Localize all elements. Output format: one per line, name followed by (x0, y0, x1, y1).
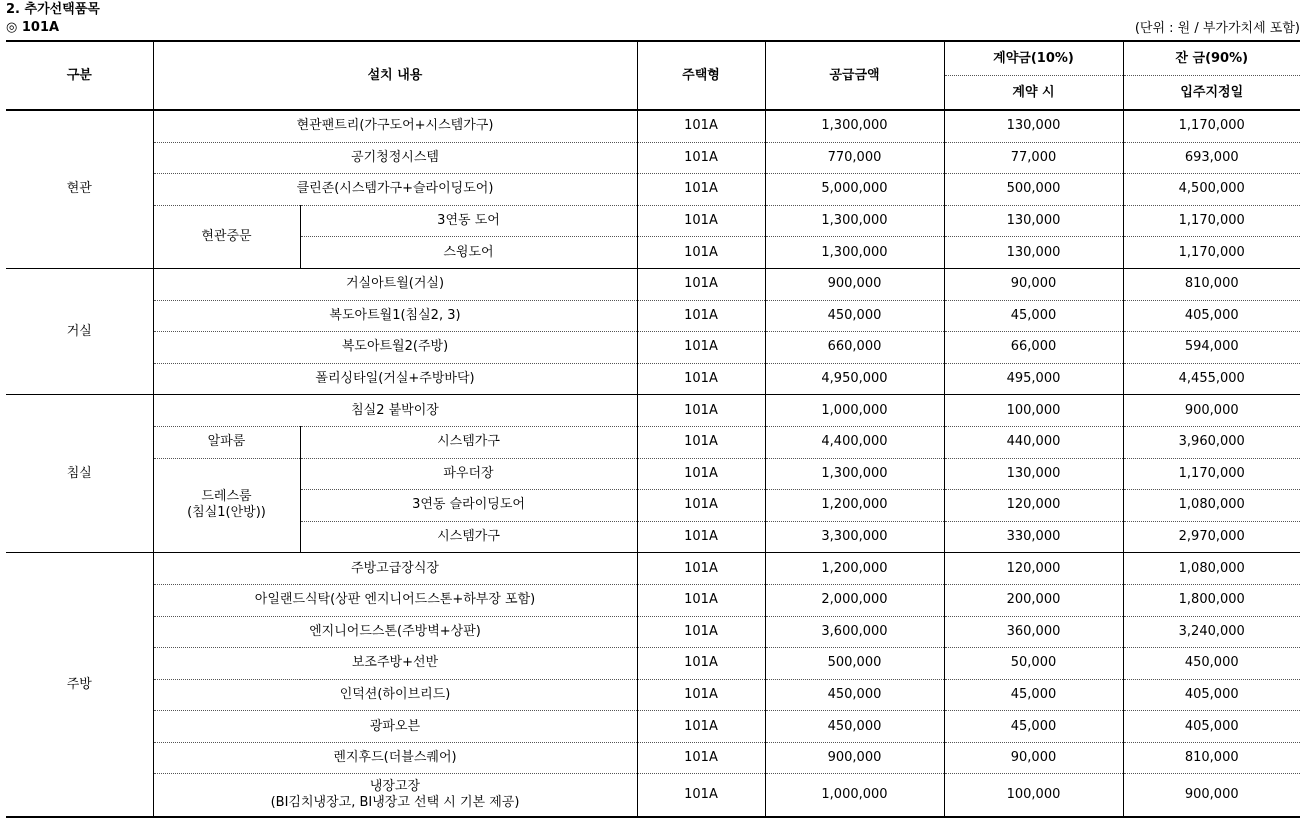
balance-cell: 3,240,000 (1123, 616, 1300, 648)
table-row (6, 711, 1300, 743)
type-cell: 101A (637, 300, 765, 332)
table-row (6, 679, 1300, 711)
type-cell: 101A (637, 553, 765, 585)
supply-cell: 500,000 (765, 648, 944, 680)
deposit-cell: 90,000 (944, 268, 1123, 300)
balance-cell: 594,000 (1123, 332, 1300, 364)
deposit-cell: 130,000 (944, 458, 1123, 490)
item-cell (153, 774, 637, 818)
section-title: 2. 추가선택품목 (6, 2, 100, 17)
deposit-cell: 100,000 (944, 395, 1123, 427)
table-row (6, 332, 1300, 364)
table-row (6, 648, 1300, 680)
deposit-cell: 120,000 (944, 553, 1123, 585)
table-row (6, 742, 1300, 774)
type-cell: 101A (637, 648, 765, 680)
table-row (6, 458, 1300, 490)
item-cell: 광파오븐 (153, 711, 637, 743)
balance-cell: 900,000 (1123, 774, 1300, 818)
item-cell: 주방고급장식장 (153, 553, 637, 585)
header-category: 구분 (6, 41, 153, 110)
type-cell: 101A (637, 332, 765, 364)
item-cell: 복도아트월1(침실2, 3) (153, 300, 637, 332)
item-cell: 침실2 붙박이장 (153, 395, 637, 427)
type-cell: 101A (637, 711, 765, 743)
balance-cell: 4,455,000 (1123, 363, 1300, 395)
type-cell: 101A (637, 458, 765, 490)
item-cell: 파우더장 (300, 458, 637, 490)
deposit-cell: 330,000 (944, 521, 1123, 553)
type-cell: 101A (637, 205, 765, 237)
header-deposit: 계약금(10%) (944, 41, 1123, 76)
table-row (6, 363, 1300, 395)
item-cell: 현관팬트리(가구도어+시스템가구) (153, 110, 637, 142)
balance-cell: 810,000 (1123, 742, 1300, 774)
type-cell: 101A (637, 679, 765, 711)
category-cell: 주방 (6, 553, 153, 818)
item-cell: 스윙도어 (300, 237, 637, 269)
supply-cell: 1,300,000 (765, 458, 944, 490)
supply-cell: 770,000 (765, 142, 944, 174)
item-cell: 엔지니어드스톤(주방벽+상판) (153, 616, 637, 648)
header-content: 설치 내용 (153, 41, 637, 110)
deposit-cell: 100,000 (944, 774, 1123, 818)
supply-cell: 5,000,000 (765, 174, 944, 206)
deposit-cell: 77,000 (944, 142, 1123, 174)
type-cell: 101A (637, 774, 765, 818)
item-cell: 보조주방+선반 (153, 648, 637, 680)
supply-cell: 4,400,000 (765, 426, 944, 458)
table-row (6, 174, 1300, 206)
type-cell: 101A (637, 490, 765, 522)
header-row (6, 41, 1300, 76)
deposit-cell: 200,000 (944, 584, 1123, 616)
item-cell: 공기청정시스템 (153, 142, 637, 174)
header-balance-sub: 입주지정일 (1123, 76, 1300, 111)
supply-cell: 900,000 (765, 268, 944, 300)
supply-cell: 1,200,000 (765, 553, 944, 585)
supply-cell: 1,200,000 (765, 490, 944, 522)
balance-cell: 405,000 (1123, 711, 1300, 743)
supply-cell: 450,000 (765, 711, 944, 743)
table-row (6, 616, 1300, 648)
type-cell: 101A (637, 616, 765, 648)
table-row (6, 110, 1300, 142)
balance-cell: 1,170,000 (1123, 205, 1300, 237)
deposit-cell: 130,000 (944, 110, 1123, 142)
item-cell: 시스템가구 (300, 426, 637, 458)
subcategory-cell: 알파룸 (153, 426, 300, 458)
type-cell: 101A (637, 584, 765, 616)
balance-cell: 2,970,000 (1123, 521, 1300, 553)
deposit-cell: 440,000 (944, 426, 1123, 458)
category-cell: 침실 (6, 395, 153, 553)
table-row (6, 142, 1300, 174)
supply-cell: 4,950,000 (765, 363, 944, 395)
item-cell: 렌지후드(더블스퀘어) (153, 742, 637, 774)
supply-cell: 1,300,000 (765, 110, 944, 142)
deposit-cell: 66,000 (944, 332, 1123, 364)
header-supply-amount: 공급금액 (765, 41, 944, 110)
supply-cell: 1,000,000 (765, 395, 944, 427)
balance-cell: 1,170,000 (1123, 110, 1300, 142)
table-row (6, 774, 1300, 818)
deposit-cell: 130,000 (944, 237, 1123, 269)
deposit-cell: 45,000 (944, 679, 1123, 711)
type-cell: 101A (637, 426, 765, 458)
subcategory-line: (침실1(안방)) (187, 505, 266, 521)
supply-cell: 660,000 (765, 332, 944, 364)
supply-cell: 2,000,000 (765, 584, 944, 616)
unit-note: (단위 : 원 / 부가가치세 포함) (1134, 21, 1300, 36)
item-cell: 아일랜드식탁(상판 엔지니어드스톤+하부장 포함) (153, 584, 637, 616)
type-cell: 101A (637, 268, 765, 300)
item-cell: 거실아트월(거실) (153, 268, 637, 300)
item-cell: 폴리싱타일(거실+주방바닥) (153, 363, 637, 395)
table-row (6, 553, 1300, 585)
deposit-cell: 90,000 (944, 742, 1123, 774)
table-row (6, 395, 1300, 427)
balance-cell: 1,170,000 (1123, 237, 1300, 269)
type-cell: 101A (637, 237, 765, 269)
item-cell: 3연동 슬라이딩도어 (300, 490, 637, 522)
balance-cell: 900,000 (1123, 395, 1300, 427)
item-line: 냉장고장 (369, 779, 421, 795)
type-cell: 101A (637, 174, 765, 206)
deposit-cell: 500,000 (944, 174, 1123, 206)
category-cell: 거실 (6, 268, 153, 394)
category-cell: 현관 (6, 110, 153, 268)
item-cell: 복도아트월2(주방) (153, 332, 637, 364)
item-line: (BI김치냉장고, BI냉장고 선택 시 기본 제공) (270, 795, 520, 811)
deposit-cell: 45,000 (944, 300, 1123, 332)
item-cell: 3연동 도어 (300, 205, 637, 237)
table-row (6, 268, 1300, 300)
supply-cell: 1,000,000 (765, 774, 944, 818)
deposit-cell: 45,000 (944, 711, 1123, 743)
balance-cell: 4,500,000 (1123, 174, 1300, 206)
supply-cell: 3,300,000 (765, 521, 944, 553)
type-cell: 101A (637, 521, 765, 553)
subcategory-cell: 현관중문 (153, 205, 300, 268)
balance-cell: 3,960,000 (1123, 426, 1300, 458)
supply-cell: 450,000 (765, 679, 944, 711)
balance-cell: 810,000 (1123, 268, 1300, 300)
balance-cell: 693,000 (1123, 142, 1300, 174)
deposit-cell: 360,000 (944, 616, 1123, 648)
table-row (6, 205, 1300, 237)
subcategory-line: 드레스룸 (201, 489, 252, 505)
type-cell: 101A (637, 110, 765, 142)
item-cell: 시스템가구 (300, 521, 637, 553)
supply-cell: 900,000 (765, 742, 944, 774)
balance-cell: 1,080,000 (1123, 553, 1300, 585)
deposit-cell: 130,000 (944, 205, 1123, 237)
header-deposit-sub: 계약 시 (944, 76, 1123, 111)
type-cell: 101A (637, 363, 765, 395)
balance-cell: 1,080,000 (1123, 490, 1300, 522)
supply-cell: 450,000 (765, 300, 944, 332)
housing-type-label: ◎ 101A (6, 20, 60, 35)
table-row (6, 584, 1300, 616)
deposit-cell: 50,000 (944, 648, 1123, 680)
table-row (6, 426, 1300, 458)
table-row (6, 300, 1300, 332)
type-cell: 101A (637, 742, 765, 774)
header-balance: 잔 금(90%) (1123, 41, 1300, 76)
type-cell: 101A (637, 142, 765, 174)
balance-cell: 1,170,000 (1123, 458, 1300, 490)
item-cell: 클린존(시스템가구+슬라이딩도어) (153, 174, 637, 206)
item-cell: 인덕션(하이브리드) (153, 679, 637, 711)
type-cell: 101A (637, 395, 765, 427)
supply-cell: 1,300,000 (765, 237, 944, 269)
supply-cell: 3,600,000 (765, 616, 944, 648)
supply-cell: 1,300,000 (765, 205, 944, 237)
subcategory-cell (153, 458, 300, 553)
balance-cell: 450,000 (1123, 648, 1300, 680)
balance-cell: 405,000 (1123, 679, 1300, 711)
balance-cell: 405,000 (1123, 300, 1300, 332)
deposit-cell: 495,000 (944, 363, 1123, 395)
option-items-table (6, 40, 1300, 818)
header-housing-type: 주택형 (637, 41, 765, 110)
deposit-cell: 120,000 (944, 490, 1123, 522)
balance-cell: 1,800,000 (1123, 584, 1300, 616)
